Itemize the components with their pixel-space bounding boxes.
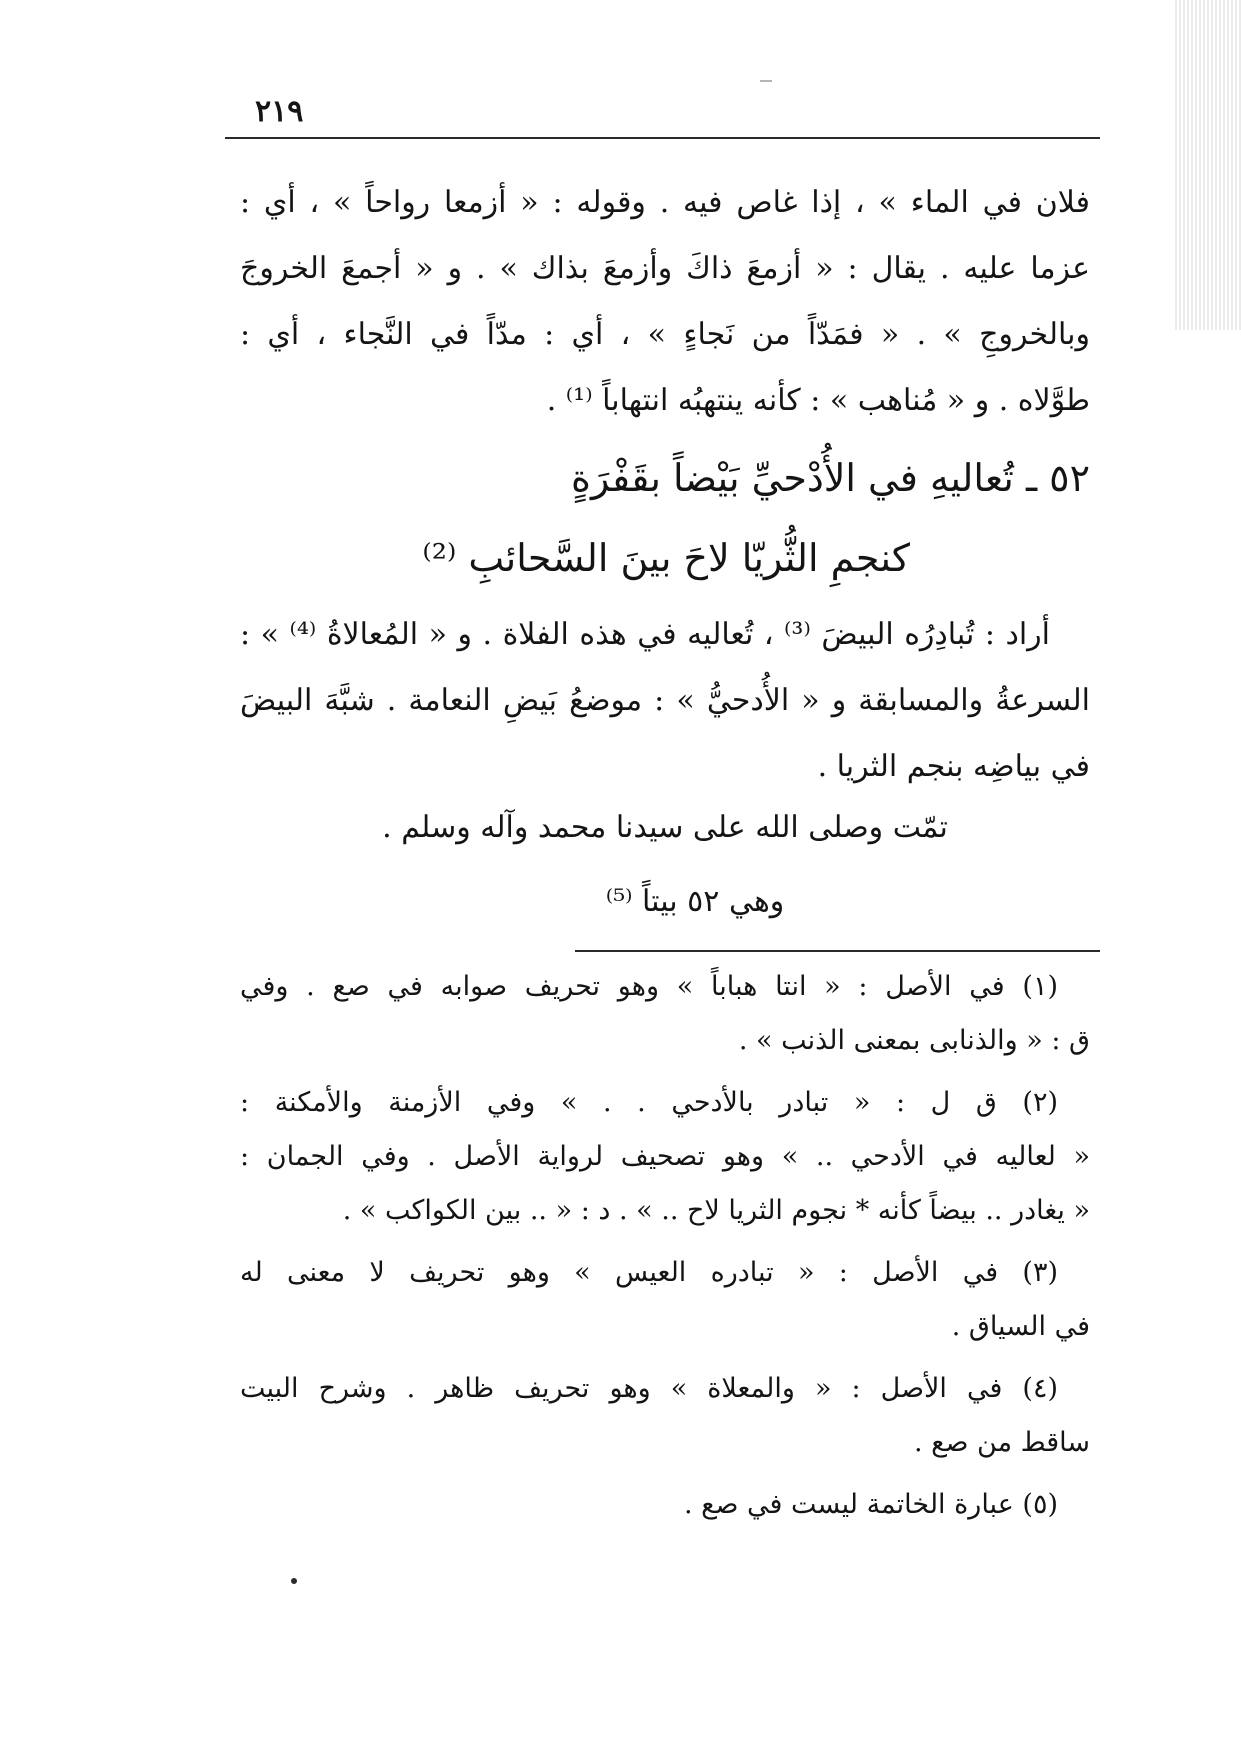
body-line: طوَّلاه . و « مُناهب » : كأنه ينتهبُه انتهاباً ⁽¹⁾ .: [546, 383, 1090, 418]
footnote: [240, 1478, 1090, 1532]
footnote-line: (٥) عبارة الخاتمة ليست في صع .: [683, 1489, 1058, 1520]
commentary-line: في بياضِه بنجم الثريا .: [817, 749, 1090, 784]
footnote-line: في السياق .: [951, 1311, 1090, 1342]
footnote-line: ق : « والذنابى بمعنى الذنب » .: [738, 1025, 1090, 1056]
ink-dot: [291, 1578, 297, 1584]
footnote-line: ساقط من صع .: [913, 1427, 1090, 1458]
footnote-rule: [575, 950, 1100, 952]
closing-line: تمّت وصلى الله على سيدنا محمد وآله وسلم .: [382, 810, 948, 845]
verse-first-hemistich: ٥٢ ـ تُعاليهِ في الأُدْحيِّ بَيْضاً بقَفْرَةٍ: [571, 456, 1090, 500]
footnote: [240, 960, 1090, 1068]
page-number: ٢١٩: [255, 94, 304, 129]
footnote-line: « يغادر .. بيضاً كأنه * نجوم الثريا لاح .. » . د : « .. بين الكواكب » .: [342, 1195, 1090, 1226]
body-line: وبالخروجِ » . « فمَدّاً من نَجاءٍ » ، أي : مدّاً في النَّجاء ، أي :: [240, 317, 1090, 352]
footnote-line: (٤) في الأصل : « والمعلاة » وهو تحريف ظاهر . وشرح البيت: [240, 1373, 1058, 1404]
header-rule: [225, 137, 1100, 139]
footnote-line: « لعاليه في الأدحي .. » وهو تصحيف لرواية الأصل . وفي الجمان :: [240, 1141, 1090, 1172]
footnote-line: (٣) في الأصل : « تبادره العيس » وهو تحريف لا معنى له: [240, 1257, 1058, 1288]
body-line: عزما عليه . يقال : « أزمعَ ذاكَ وأزمعَ بذاك » . و « أجمعَ الخروجَ: [240, 251, 1090, 286]
footnote-line: (١) في الأصل : « انتا هباباً » وهو تحريف صوابه في صع . وفي: [240, 971, 1058, 1002]
footnote: [240, 1246, 1090, 1354]
verse-count-line: وهي ٥٢ بيتاً ⁽⁵⁾: [605, 884, 785, 919]
verse-second-hemistich: كنجمِ الثُّريّا لاحَ بينَ السَّحائبِ ⁽²⁾: [422, 536, 910, 580]
verse-commentary: [240, 602, 1090, 800]
commentary-line: السرعةُ والمسابقة و « الأُدحيُّ » : موضعُ بَيضِ النعامة . شبَّهَ البيضَ: [240, 683, 1090, 718]
footnote: [240, 1362, 1090, 1470]
closing-colophon: [240, 795, 1090, 935]
footnotes: [240, 960, 1090, 1540]
page-edge-shadow: [1175, 0, 1241, 330]
body-line: فلان في الماء » ، إذا غاص فيه . وقوله : « أزمعا رواحاً » ، أي :: [240, 185, 1090, 220]
footnote-line: (٢) ق ل : « تبادر بالأدحي . . » وفي الأزمنة والأمكنة :: [240, 1087, 1058, 1118]
commentary-line: أراد : تُبادِرُه البيضَ ⁽³⁾ ، تُعاليه في هذه الفلاة . و « المُعالاةُ ⁽⁴⁾ » :: [240, 617, 1051, 652]
scan-mark: [760, 80, 772, 82]
footnote: [240, 1076, 1090, 1238]
body-text: [240, 170, 1090, 434]
